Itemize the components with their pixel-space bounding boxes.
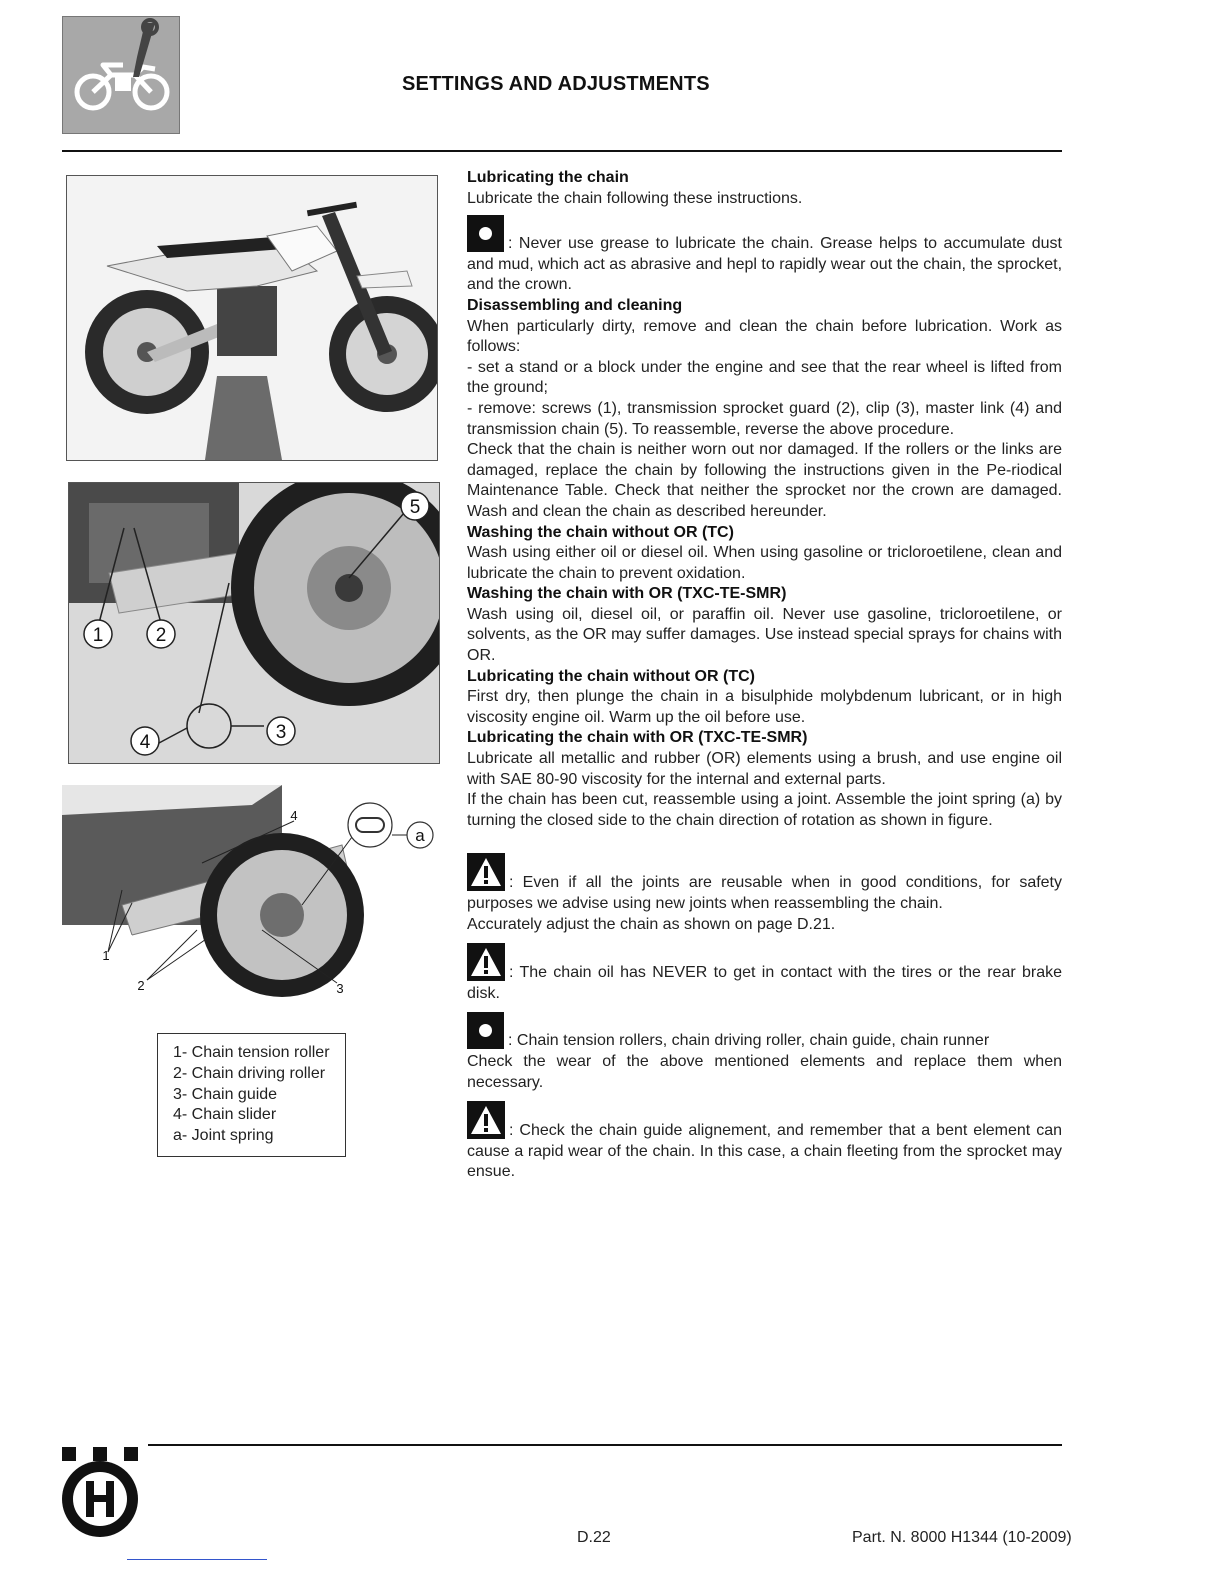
callout-a: a (415, 826, 425, 845)
paragraph: First dry, then plunge the chain in a bisulphide molybdenum lubricant, or in high viscosity engine oil. Warm up the oil before use. (467, 688, 1062, 726)
legend-item: 2- Chain driving roller (173, 1064, 326, 1082)
heading-lubricating-without-or: Lubricating the chain without OR (TC) (467, 667, 755, 685)
callout-4: 4 (139, 732, 151, 753)
paragraph: If the chain has been cut, reassemble using a joint. Assemble the joint spring (a) by turning the closed side to the chain direction of rotation as shown in figure. (467, 791, 1062, 829)
note-block (467, 215, 1062, 296)
warning-text: : Even if all the joints are reusable when in good conditions, for safety purposes we advise using new joints when reassembling the chain. (467, 874, 1062, 912)
heading-washing-with-or: Washing the chain with OR (TXC-TE-SMR) (467, 585, 787, 603)
callout-2: 2 (137, 978, 145, 993)
warning-block (467, 1101, 1062, 1183)
paragraph: Accurately adjust the chain as shown on page D.21. (467, 915, 836, 933)
warning-block (467, 853, 1062, 914)
warning-icon (467, 943, 505, 981)
callout-4: 4 (290, 808, 298, 823)
page-title: SETTINGS AND ADJUSTMENTS (402, 73, 710, 95)
note-block (467, 1012, 1062, 1052)
paragraph: - set a stand or a block under the engine and see that the rear wheel is lifted from the ground; (467, 358, 1062, 397)
body-text (467, 168, 1062, 1183)
note-text: : Never use grease to lubricate the chain. Grease helps to accumulate dust and mud, which act as abrasive and hepl to rapidly wear out the chain, the sprocket, and the crown. (467, 235, 1063, 294)
paragraph: Lubricate all metallic and rubber (OR) elements using a brush, and use engine oil with SAE 80-90 viscosity for the internal and external parts. (467, 750, 1062, 788)
heading-lubricating-chain: Lubricating the chain (467, 169, 629, 186)
husqvarna-logo (60, 1445, 140, 1540)
callout-1: 1 (92, 625, 104, 646)
figure-chain-guide (62, 785, 440, 1000)
section-icon (62, 16, 180, 134)
paragraph: Wash using either oil or diesel oil. When using gasoline or tricloroetilene, clean and lubricate the chain to prevent oxidation. (467, 544, 1062, 582)
callout-2: 2 (155, 625, 167, 646)
warning-text: : The chain oil has NEVER to get in contact with the tires or the rear brake disk. (467, 964, 1062, 1002)
legend-item: a- Joint spring (173, 1127, 274, 1145)
paragraph: Lubricate the chain following these instructions. (467, 189, 803, 207)
callout-1: 1 (102, 948, 110, 963)
warning-text: : Check the chain guide alignement, and remember that a bent element can cause a rapid wear of the chain. In this case, a chain fleeting from the sprocket may ensue. (467, 1122, 1062, 1181)
note-text: : Chain tension rollers, chain driving roller, chain guide, chain runner (508, 1032, 990, 1050)
part-number: Part. N. 8000 H1344 (10-2009) (852, 1529, 1072, 1546)
paragraph: When particularly dirty, remove and clean the chain before lubrication. Work as follows: (467, 317, 1062, 356)
paragraph: Check the wear of the above mentioned elements and replace them when necessary. (467, 1052, 1062, 1091)
footer-underline (127, 1559, 267, 1560)
warning-icon (467, 1101, 505, 1139)
paragraph: Check that the chain is neither worn out nor damaged. If the rollers or the links are damaged, replace the chain by following the instructions given in the Pe-riodical Maintenance Table. Check that neither the sprocket nor the crown are damaged. Wash and clean the chain as described hereunder. (467, 441, 1062, 520)
footer-divider (148, 1444, 1062, 1446)
legend-item: 3- Chain guide (173, 1085, 278, 1103)
heading-lubricating-with-or: Lubricating the chain with OR (TXC-TE-SMR) (467, 729, 808, 747)
motorcycle-wrench-icon (63, 17, 179, 133)
note-icon (467, 1012, 504, 1049)
heading-washing-without-or: Washing the chain without OR (TC) (467, 523, 734, 541)
callout-5: 5 (409, 497, 421, 518)
paragraph: Wash using oil, diesel oil, or paraffin oil. Never use gasoline, tricloroetilene, or solvents, as the OR may suffer damages. Use instead special sprays for chains with OR. (467, 605, 1062, 665)
figure-chain-callouts (68, 482, 440, 764)
figure-motorcycle-on-stand (66, 175, 438, 461)
heading-disassembling: Disassembling and cleaning (467, 296, 683, 314)
paragraph: - remove: screws (1), transmission sprocket guard (2), clip (3), master link (4) and transmission chain (5). To reassemble, reverse the above procedure. (467, 399, 1062, 438)
callout-3: 3 (275, 722, 287, 743)
legend-item: 4- Chain slider (173, 1106, 277, 1124)
note-icon (467, 215, 504, 252)
callout-3: 3 (336, 981, 344, 996)
header-divider (62, 150, 1062, 152)
warning-icon (467, 853, 505, 891)
figure-legend (157, 1033, 346, 1157)
page-number: D.22 (577, 1529, 611, 1546)
legend-item: 1- Chain tension roller (173, 1044, 330, 1061)
warning-block (467, 943, 1062, 1004)
